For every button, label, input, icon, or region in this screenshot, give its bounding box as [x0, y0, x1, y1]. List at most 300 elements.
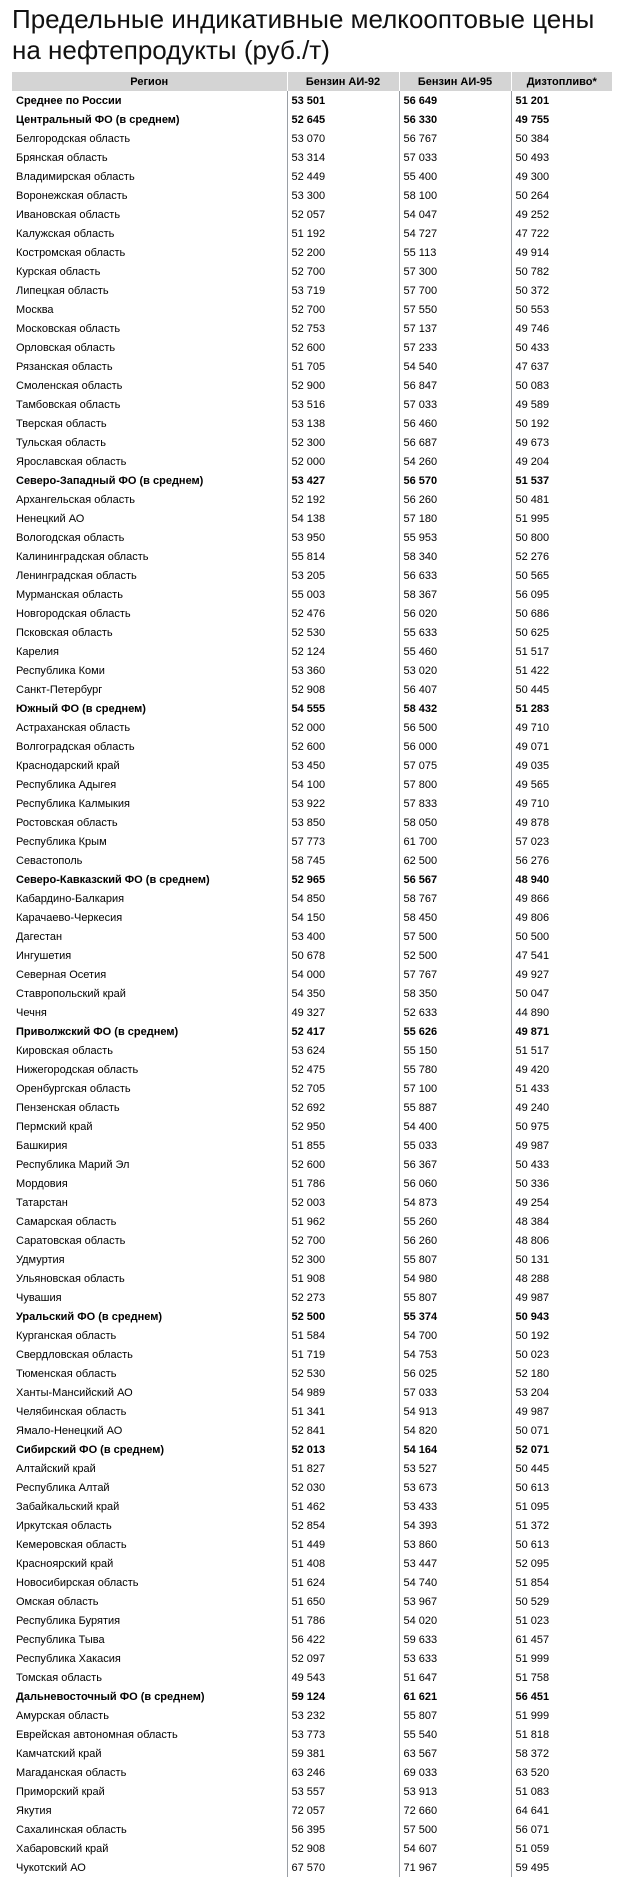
cell-ai92: 54 150 — [287, 908, 399, 927]
cell-region: Пензенская область — [16, 1101, 120, 1114]
cell-diesel: 49 035 — [511, 756, 612, 775]
table-row — [12, 452, 612, 471]
cell-region: Забайкальский край — [16, 1500, 120, 1513]
cell-region: Архангельская область — [16, 493, 135, 506]
cell-ai95: 55 887 — [399, 1098, 511, 1117]
table-row — [12, 167, 612, 186]
table-row — [12, 433, 612, 452]
cell-ai92: 53 300 — [287, 186, 399, 205]
cell-ai95: 55 626 — [399, 1022, 511, 1041]
cell-ai92: 49 543 — [287, 1668, 399, 1687]
cell-diesel: 44 890 — [511, 1003, 612, 1022]
cell-ai92: 53 922 — [287, 794, 399, 813]
cell-ai95: 56 260 — [399, 490, 511, 509]
cell-ai92: 51 855 — [287, 1136, 399, 1155]
cell-ai92: 53 400 — [287, 927, 399, 946]
cell-ai92: 52 700 — [287, 300, 399, 319]
cell-ai95: 57 700 — [399, 281, 511, 300]
cell-ai95: 51 647 — [399, 1668, 511, 1687]
cell-region: Смоленская область — [16, 379, 123, 392]
cell-ai92: 52 013 — [287, 1440, 399, 1459]
cell-region: Орловская область — [16, 341, 116, 354]
table-row — [12, 1231, 612, 1250]
cell-ai95: 52 633 — [399, 1003, 511, 1022]
cell-ai95: 53 633 — [399, 1649, 511, 1668]
cell-diesel: 48 806 — [511, 1231, 612, 1250]
cell-ai95: 56 260 — [399, 1231, 511, 1250]
cell-ai95: 55 460 — [399, 642, 511, 661]
table-row — [12, 1478, 612, 1497]
cell-diesel: 49 071 — [511, 737, 612, 756]
cell-ai95: 54 913 — [399, 1402, 511, 1421]
cell-ai95: 55 033 — [399, 1136, 511, 1155]
cell-region: Среднее по России — [16, 94, 122, 107]
cell-ai95: 54 700 — [399, 1326, 511, 1345]
cell-ai92: 52 900 — [287, 376, 399, 395]
cell-diesel: 49 746 — [511, 319, 612, 338]
cell-diesel: 56 071 — [511, 1820, 612, 1839]
cell-diesel: 51 818 — [511, 1725, 612, 1744]
cell-diesel: 51 083 — [511, 1782, 612, 1801]
cell-region: Карачаево-Черкесия — [16, 911, 123, 924]
cell-diesel: 49 927 — [511, 965, 612, 984]
cell-diesel: 47 541 — [511, 946, 612, 965]
cell-ai92: 52 705 — [287, 1079, 399, 1098]
cell-ai92: 54 000 — [287, 965, 399, 984]
table-row — [12, 1421, 612, 1440]
cell-ai95: 58 340 — [399, 547, 511, 566]
cell-ai92: 52 192 — [287, 490, 399, 509]
cell-diesel: 50 372 — [511, 281, 612, 300]
cell-region: Камчатский край — [16, 1747, 102, 1760]
cell-ai95: 55 400 — [399, 167, 511, 186]
cell-diesel: 51 283 — [511, 699, 612, 718]
table-row-summary — [12, 91, 612, 110]
cell-region: Сахалинская область — [16, 1823, 127, 1836]
cell-diesel: 50 192 — [511, 1326, 612, 1345]
table-row — [12, 395, 612, 414]
table-row — [12, 1041, 612, 1060]
cell-diesel: 49 565 — [511, 775, 612, 794]
cell-diesel: 51 201 — [511, 91, 612, 110]
cell-ai95: 56 570 — [399, 471, 511, 490]
table-row — [12, 1839, 612, 1858]
cell-ai92: 52 030 — [287, 1478, 399, 1497]
table-row-summary — [12, 1440, 612, 1459]
cell-ai92: 53 450 — [287, 756, 399, 775]
cell-diesel: 50 445 — [511, 680, 612, 699]
cell-diesel: 52 276 — [511, 547, 612, 566]
cell-diesel: 49 204 — [511, 452, 612, 471]
cell-region: Республика Бурятия — [16, 1614, 121, 1627]
cell-region: Санкт-Петербург — [16, 683, 103, 696]
cell-region: Самарская область — [16, 1215, 117, 1228]
cell-region: Центральный ФО (в среднем) — [16, 113, 180, 126]
table-row — [12, 1668, 612, 1687]
table-row — [12, 1554, 612, 1573]
cell-ai92: 56 422 — [287, 1630, 399, 1649]
cell-ai92: 52 000 — [287, 452, 399, 471]
cell-ai92: 52 530 — [287, 623, 399, 642]
cell-ai95: 56 847 — [399, 376, 511, 395]
cell-diesel: 49 300 — [511, 167, 612, 186]
cell-region: Дальневосточный ФО (в среднем) — [16, 1690, 205, 1703]
cell-ai95: 55 374 — [399, 1307, 511, 1326]
cell-diesel: 49 914 — [511, 243, 612, 262]
cell-ai92: 52 854 — [287, 1516, 399, 1535]
cell-diesel: 63 520 — [511, 1763, 612, 1782]
cell-ai92: 52 300 — [287, 1250, 399, 1269]
cell-ai92: 52 476 — [287, 604, 399, 623]
cell-diesel: 51 023 — [511, 1611, 612, 1630]
cell-region: Владимирская область — [16, 170, 135, 183]
cell-diesel: 49 710 — [511, 718, 612, 737]
cell-ai95: 62 500 — [399, 851, 511, 870]
table-row — [12, 1497, 612, 1516]
cell-region: Свердловская область — [16, 1348, 133, 1361]
cell-diesel: 49 866 — [511, 889, 612, 908]
cell-region: Приволжский ФО (в среднем) — [16, 1025, 179, 1038]
cell-region: Новгородская область — [16, 607, 131, 620]
cell-ai95: 69 033 — [399, 1763, 511, 1782]
table-row — [12, 737, 612, 756]
table-row — [12, 1820, 612, 1839]
cell-region: Карелия — [16, 645, 59, 658]
cell-region: Ленинградская область — [16, 569, 137, 582]
cell-diesel: 64 641 — [511, 1801, 612, 1820]
cell-ai92: 52 475 — [287, 1060, 399, 1079]
cell-ai95: 58 350 — [399, 984, 511, 1003]
cell-ai95: 56 407 — [399, 680, 511, 699]
table-row — [12, 224, 612, 243]
table-row — [12, 1725, 612, 1744]
cell-ai95: 72 660 — [399, 1801, 511, 1820]
cell-diesel: 50 553 — [511, 300, 612, 319]
cell-region: Еврейская автономная область — [16, 1728, 178, 1741]
table-row — [12, 1269, 612, 1288]
cell-ai92: 53 773 — [287, 1725, 399, 1744]
cell-diesel: 50 264 — [511, 186, 612, 205]
table-row — [12, 756, 612, 775]
cell-ai95: 55 807 — [399, 1706, 511, 1725]
cell-ai95: 56 567 — [399, 870, 511, 889]
cell-diesel: 51 059 — [511, 1839, 612, 1858]
cell-ai95: 61 700 — [399, 832, 511, 851]
cell-diesel: 49 806 — [511, 908, 612, 927]
cell-diesel: 52 095 — [511, 1554, 612, 1573]
cell-diesel: 50 083 — [511, 376, 612, 395]
cell-region: Иркутская область — [16, 1519, 112, 1532]
table-row — [12, 794, 612, 813]
cell-diesel: 58 372 — [511, 1744, 612, 1763]
cell-ai95: 55 807 — [399, 1288, 511, 1307]
cell-region: Ростовская область — [16, 816, 118, 829]
cell-diesel: 47 722 — [511, 224, 612, 243]
cell-diesel: 49 673 — [511, 433, 612, 452]
cell-diesel: 51 995 — [511, 509, 612, 528]
cell-ai95: 57 137 — [399, 319, 511, 338]
cell-region: Амурская область — [16, 1709, 109, 1722]
cell-ai95: 53 527 — [399, 1459, 511, 1478]
table-row — [12, 1402, 612, 1421]
table-row — [12, 718, 612, 737]
cell-region: Брянская область — [16, 151, 108, 164]
table-row — [12, 946, 612, 965]
cell-diesel: 56 276 — [511, 851, 612, 870]
cell-diesel: 50 529 — [511, 1592, 612, 1611]
cell-ai92: 59 124 — [287, 1687, 399, 1706]
table-row — [12, 1535, 612, 1554]
cell-diesel: 50 131 — [511, 1250, 612, 1269]
cell-region: Вологодская область — [16, 531, 125, 544]
column-header-diesel: Дизтопливо* — [511, 72, 612, 91]
table-row — [12, 1763, 612, 1782]
table-row — [12, 1706, 612, 1725]
cell-ai92: 54 850 — [287, 889, 399, 908]
cell-region: Татарстан — [16, 1196, 68, 1209]
cell-ai95: 57 300 — [399, 262, 511, 281]
cell-ai95: 54 540 — [399, 357, 511, 376]
table-row — [12, 414, 612, 433]
cell-ai95: 71 967 — [399, 1858, 511, 1877]
cell-region: Тюменская область — [16, 1367, 117, 1380]
cell-region: Сибирский ФО (в среднем) — [16, 1443, 165, 1456]
cell-diesel: 50 433 — [511, 338, 612, 357]
cell-ai92: 52 950 — [287, 1117, 399, 1136]
cell-region: Воронежская область — [16, 189, 128, 202]
cell-ai92: 54 555 — [287, 699, 399, 718]
cell-region: Краснодарский край — [16, 759, 120, 772]
cell-diesel: 49 240 — [511, 1098, 612, 1117]
cell-ai92: 52 124 — [287, 642, 399, 661]
cell-diesel: 50 192 — [511, 414, 612, 433]
cell-ai92: 53 557 — [287, 1782, 399, 1801]
table-row — [12, 357, 612, 376]
cell-ai95: 53 433 — [399, 1497, 511, 1516]
cell-diesel: 50 565 — [511, 566, 612, 585]
table-row — [12, 1801, 612, 1820]
cell-diesel: 52 071 — [511, 1440, 612, 1459]
table-row — [12, 661, 612, 680]
cell-region: Севастополь — [16, 854, 83, 867]
cell-region: Пермский край — [16, 1120, 93, 1133]
cell-region: Магаданская область — [16, 1766, 127, 1779]
cell-ai92: 53 232 — [287, 1706, 399, 1725]
cell-ai92: 52 530 — [287, 1364, 399, 1383]
table-row — [12, 680, 612, 699]
cell-ai92: 52 500 — [287, 1307, 399, 1326]
cell-region: Дагестан — [16, 930, 63, 943]
cell-region: Саратовская область — [16, 1234, 126, 1247]
cell-region: Чечня — [16, 1006, 47, 1019]
cell-region: Рязанская область — [16, 360, 113, 373]
cell-ai95: 57 233 — [399, 338, 511, 357]
cell-region: Новосибирская область — [16, 1576, 139, 1589]
cell-region: Ямало-Ненецкий АО — [16, 1424, 123, 1437]
cell-ai95: 53 447 — [399, 1554, 511, 1573]
table-row — [12, 186, 612, 205]
cell-ai95: 57 767 — [399, 965, 511, 984]
table-row — [12, 205, 612, 224]
table-row — [12, 1383, 612, 1402]
cell-ai95: 53 860 — [399, 1535, 511, 1554]
cell-diesel: 49 755 — [511, 110, 612, 129]
page-title: Предельные индикативные мелкооптовые цены на нефтепродукты (руб./т) — [12, 4, 595, 65]
cell-region: Курская область — [16, 265, 101, 278]
cell-region: Мурманская область — [16, 588, 123, 601]
cell-region: Красноярский край — [16, 1557, 114, 1570]
table-row — [12, 965, 612, 984]
cell-diesel: 51 537 — [511, 471, 612, 490]
cell-ai95: 54 873 — [399, 1193, 511, 1212]
cell-diesel: 49 589 — [511, 395, 612, 414]
cell-ai92: 53 501 — [287, 91, 399, 110]
cell-diesel: 50 445 — [511, 1459, 612, 1478]
cell-ai92: 51 341 — [287, 1402, 399, 1421]
cell-ai92: 72 057 — [287, 1801, 399, 1820]
cell-ai92: 63 246 — [287, 1763, 399, 1782]
column-header-region: Регион — [12, 72, 287, 91]
cell-ai95: 61 621 — [399, 1687, 511, 1706]
cell-diesel: 56 095 — [511, 585, 612, 604]
cell-diesel: 50 023 — [511, 1345, 612, 1364]
cell-diesel: 51 517 — [511, 1041, 612, 1060]
cell-diesel: 48 940 — [511, 870, 612, 889]
cell-region: Псковская область — [16, 626, 113, 639]
cell-ai92: 53 719 — [287, 281, 399, 300]
cell-region: Нижегородская область — [16, 1063, 139, 1076]
cell-ai92: 52 700 — [287, 1231, 399, 1250]
table-row — [12, 1326, 612, 1345]
cell-region: Чувашия — [16, 1291, 62, 1304]
table-row — [12, 851, 612, 870]
cell-region: Кабардино-Балкария — [16, 892, 125, 905]
cell-ai95: 58 367 — [399, 585, 511, 604]
table-header-row — [12, 72, 612, 91]
cell-region: Республика Марий Эл — [16, 1158, 130, 1171]
table-row — [12, 1592, 612, 1611]
table-row — [12, 148, 612, 167]
cell-ai92: 51 462 — [287, 1497, 399, 1516]
table-row — [12, 1003, 612, 1022]
cell-ai92: 53 138 — [287, 414, 399, 433]
cell-ai95: 57 180 — [399, 509, 511, 528]
cell-ai92: 52 057 — [287, 205, 399, 224]
cell-ai95: 56 649 — [399, 91, 511, 110]
cell-ai95: 57 500 — [399, 1820, 511, 1839]
cell-ai95: 56 367 — [399, 1155, 511, 1174]
cell-region: Ставропольский край — [16, 987, 126, 1000]
cell-ai92: 52 417 — [287, 1022, 399, 1041]
table-row — [12, 490, 612, 509]
cell-region: Томская область — [16, 1671, 102, 1684]
cell-ai92: 51 827 — [287, 1459, 399, 1478]
cell-region: Ярославская область — [16, 455, 127, 468]
table-row — [12, 604, 612, 623]
cell-ai92: 52 841 — [287, 1421, 399, 1440]
table-row — [12, 1858, 612, 1877]
cell-ai95: 54 164 — [399, 1440, 511, 1459]
cell-ai92: 52 692 — [287, 1098, 399, 1117]
cell-ai92: 52 449 — [287, 167, 399, 186]
column-header-ai95: Бензин АИ-95 — [399, 72, 511, 91]
cell-region: Оренбургская область — [16, 1082, 131, 1095]
cell-ai95: 55 780 — [399, 1060, 511, 1079]
table-row — [12, 1250, 612, 1269]
cell-region: Ханты-Мансийский АО — [16, 1386, 133, 1399]
cell-ai92: 54 100 — [287, 775, 399, 794]
cell-ai95: 54 393 — [399, 1516, 511, 1535]
cell-ai95: 57 800 — [399, 775, 511, 794]
cell-diesel: 59 495 — [511, 1858, 612, 1877]
cell-ai92: 54 989 — [287, 1383, 399, 1402]
cell-ai92: 53 360 — [287, 661, 399, 680]
cell-region: Приморский край — [16, 1785, 105, 1798]
cell-ai95: 58 767 — [399, 889, 511, 908]
cell-diesel: 51 095 — [511, 1497, 612, 1516]
cell-diesel: 50 384 — [511, 129, 612, 148]
cell-diesel: 51 758 — [511, 1668, 612, 1687]
table-row — [12, 1459, 612, 1478]
cell-ai92: 54 350 — [287, 984, 399, 1003]
cell-region: Кировская область — [16, 1044, 113, 1057]
cell-region: Южный ФО (в среднем) — [16, 702, 146, 715]
cell-diesel: 53 204 — [511, 1383, 612, 1402]
cell-ai92: 52 273 — [287, 1288, 399, 1307]
table-row — [12, 1117, 612, 1136]
cell-diesel: 49 987 — [511, 1288, 612, 1307]
cell-diesel: 49 254 — [511, 1193, 612, 1212]
cell-diesel: 50 943 — [511, 1307, 612, 1326]
cell-region: Волгоградская область — [16, 740, 135, 753]
cell-region: Мордовия — [16, 1177, 68, 1190]
table-row — [12, 1345, 612, 1364]
cell-ai95: 54 260 — [399, 452, 511, 471]
cell-ai92: 55 814 — [287, 547, 399, 566]
cell-ai92: 51 650 — [287, 1592, 399, 1611]
cell-region: Северная Осетия — [16, 968, 107, 981]
cell-region: Республика Коми — [16, 664, 105, 677]
cell-region: Ингушетия — [16, 949, 72, 962]
cell-ai95: 55 953 — [399, 528, 511, 547]
cell-diesel: 50 613 — [511, 1478, 612, 1497]
table-row — [12, 319, 612, 338]
table-row — [12, 642, 612, 661]
cell-ai95: 55 113 — [399, 243, 511, 262]
cell-ai92: 51 719 — [287, 1345, 399, 1364]
table-row — [12, 1212, 612, 1231]
table-row-summary — [12, 699, 612, 718]
cell-ai95: 56 633 — [399, 566, 511, 585]
table-row — [12, 1136, 612, 1155]
cell-region: Чукотский АО — [16, 1861, 86, 1874]
cell-ai95: 57 833 — [399, 794, 511, 813]
cell-ai95: 53 020 — [399, 661, 511, 680]
cell-diesel: 50 686 — [511, 604, 612, 623]
cell-ai92: 51 962 — [287, 1212, 399, 1231]
cell-ai92: 52 600 — [287, 1155, 399, 1174]
table-row — [12, 1155, 612, 1174]
cell-ai95: 54 047 — [399, 205, 511, 224]
cell-ai92: 52 200 — [287, 243, 399, 262]
cell-ai95: 58 432 — [399, 699, 511, 718]
cell-diesel: 50 800 — [511, 528, 612, 547]
cell-ai95: 56 330 — [399, 110, 511, 129]
cell-diesel: 48 384 — [511, 1212, 612, 1231]
cell-diesel: 49 710 — [511, 794, 612, 813]
cell-ai92: 51 408 — [287, 1554, 399, 1573]
cell-ai92: 56 395 — [287, 1820, 399, 1839]
